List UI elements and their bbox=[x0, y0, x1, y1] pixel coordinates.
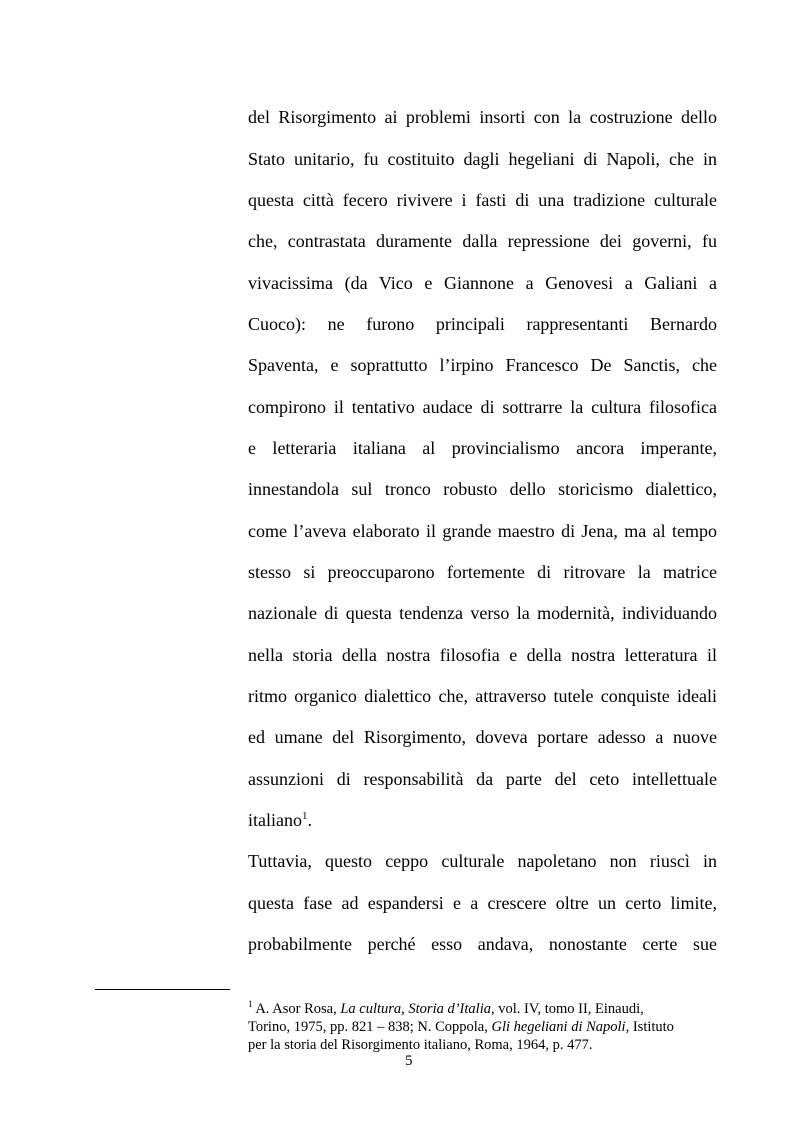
body-text-line: probabilmente perché esso andava, nonostante certe sue bbox=[248, 934, 717, 954]
body-text-line: nazionale di questa tendenza verso la modernità, individuando bbox=[248, 603, 717, 623]
footnote-line bbox=[248, 1000, 644, 1018]
body-text-line: Tuttavia, questo ceppo culturale napoletano non riuscì in bbox=[248, 851, 717, 871]
footnote-line bbox=[248, 1018, 674, 1036]
body-text-line: e letteraria italiana al provincialismo ancora imperante, bbox=[248, 438, 717, 458]
body-text-line: ritmo organico dialettico che, attraverso tutele conquiste ideali bbox=[248, 686, 717, 706]
body-text-line: che, contrastata duramente dalla repressione dei governi, fu bbox=[248, 231, 717, 251]
footnote-marker: 1 bbox=[248, 999, 253, 1010]
paragraph-end-punctuation: . bbox=[307, 810, 312, 830]
footnote-reference[interactable]: 1 bbox=[301, 810, 308, 822]
body-text-line: stesso si preoccuparono fortemente di ritrovare la matrice bbox=[248, 562, 717, 582]
footnote-title: La cultura, Storia d’Italia, bbox=[340, 1001, 495, 1017]
body-text-line: innestandola sul tronco robusto dello storicismo dialettico, bbox=[248, 479, 717, 499]
paragraph-end-text: italiano bbox=[248, 810, 302, 830]
footnote-text: Torino, 1975, pp. 821 – 838; N. Coppola, bbox=[248, 1019, 492, 1035]
body-text-line: Spaventa, e soprattutto l’irpino Francesco De Sanctis, che bbox=[248, 355, 717, 375]
footnote-text: Istituto bbox=[629, 1019, 674, 1035]
body-text-line: Stato unitario, fu costituito dagli hegeliani di Napoli, che in bbox=[248, 149, 717, 169]
footnote-author: A. Asor Rosa, bbox=[252, 1001, 341, 1017]
body-text-line: compirono il tentativo audace di sottrarre la cultura filosofica bbox=[248, 397, 717, 417]
body-text-line: questa città fecero rivivere i fasti di una tradizione culturale bbox=[248, 190, 717, 210]
body-text-line: ed umane del Risorgimento, doveva portare adesso a nuove bbox=[248, 727, 717, 747]
footnote-separator bbox=[95, 989, 230, 990]
body-text-line: Cuoco): ne furono principali rappresentanti Bernardo bbox=[248, 314, 717, 334]
body-text-line: vivacissima (da Vico e Giannone a Genovesi a Galiani a bbox=[248, 273, 717, 293]
body-text-line: questa fase ad espandersi e a crescere oltre un certo limite, bbox=[248, 893, 717, 913]
body-text-line: come l’aveva elaborato il grande maestro di Jena, ma al tempo bbox=[248, 521, 717, 541]
body-text-line: assunzioni di responsabilità da parte del ceto intellettuale bbox=[248, 769, 717, 789]
page-number: 5 bbox=[405, 1053, 413, 1069]
footnote-title: Gli hegeliani di Napoli, bbox=[491, 1019, 630, 1035]
paragraph-end-line bbox=[248, 809, 717, 831]
footnote-text: vol. IV, tomo II, Einaudi, bbox=[494, 1001, 644, 1017]
footnote-line: per la storia del Risorgimento italiano, Roma, 1964, p. 477. bbox=[248, 1037, 593, 1053]
body-text-line: del Risorgimento ai problemi insorti con la costruzione dello bbox=[248, 107, 717, 127]
body-text-line: nella storia della nostra filosofia e della nostra letteratura il bbox=[248, 645, 717, 665]
